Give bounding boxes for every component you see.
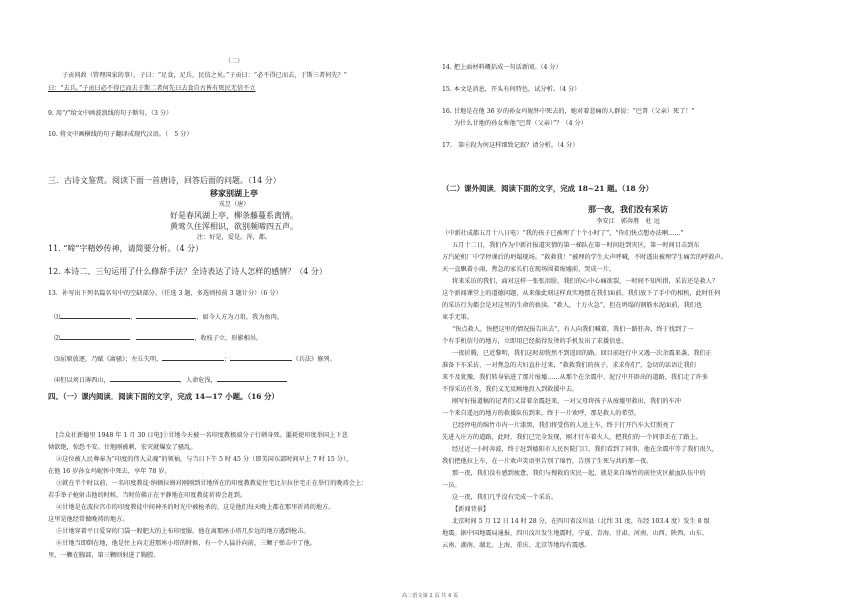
article-title: 那一夜，我们没有采访 (588, 204, 668, 214)
background-label: 【新闻背景】 (452, 506, 490, 513)
article-line: 的采访行为都会是对这里的生命的亵渎。“救人，十万火急”，但在坍塌的钢筋水泥面前，我们也 (442, 302, 703, 309)
background-line: 云南、湖南、湖北、上海、重庆、北京等地均有震感。 (442, 542, 591, 549)
article-line: 一员。 (442, 482, 461, 489)
question-11: 11. “啼”字精妙传神，请简要分析。（4 分） (48, 244, 204, 253)
poem-title: 移家别湖上亭 (210, 188, 258, 198)
part2-heading: （二） (224, 58, 244, 65)
question-17: 17. 第⑥段为何这样细致记叙？请分析。（4 分） (442, 142, 579, 149)
article-line: 一夜折腾，已近黎明，我们这时却恍然不到返回的路。回目前赶行中又遇一次余震来袭，我们正 (452, 350, 712, 357)
article-line: 一个来自遥远的地方的救援队伍到来，终于一片欢呼，那是救人的希望。 (442, 410, 640, 417)
poem-line-2: 黄莺久住浑相识，欲别频啼四五声。 (170, 222, 298, 231)
background-line: 北京时间 5 月 12 日 14 时 28 分，在四川省汶川县（北纬 31 度，东经 103.4 度）发生 8 级 (452, 518, 710, 525)
article-line: 方汽轮机厂中学停课后的坍塌现场。“救救我！”被埋的学生大声呼喊，不时透出被埋学生痛苦的呼救声。 (442, 254, 727, 261)
poem-author: 戎昱（唐） (218, 201, 250, 208)
passage-line: 这里是他经常做晚祷的地方。 (48, 516, 129, 523)
article-line: 天一直飘着小雨，焦急的家长们在现场围着废墟前，哭成一片。 (442, 266, 616, 273)
fill-blank[interactable] (230, 354, 292, 361)
article-line: 来不及犹豫，我们转身钻进了那片废墟……从那个在余震中、泥泞中开辟出的道路，我们走了许多 (442, 374, 709, 381)
fill-blank[interactable] (110, 375, 180, 382)
article-line: 个有手机信号的地方，立即用已经损得发烫的手机发出了求援信息。 (442, 338, 628, 345)
fill-blank[interactable] (217, 375, 287, 382)
section-4-title: 四、（一）课内阅读．阅读下面的文字，完成 14—17 小题。（16 分） (48, 392, 279, 401)
article-line: 已经停电的绵竹市内一片漆黑，我们将受伤的人送上车，终于打开汽车大灯照亮了 (452, 422, 675, 429)
question-16-line-1: 16. 甘地是在他 36 岁的孙女玛妮怀中死去的，她对着悲痛的人群说：“巴普（父亲）死了！” (442, 108, 695, 115)
article-line: 五月十二日，我们作为中新社报道灾情的第一梯队在第一时间赶到灾区，第一时间目击到东 (452, 242, 700, 249)
section-3-title: 三．古诗文鉴赏。阅读下面一首唐诗，回答后面的问题。（14 分） (48, 176, 281, 185)
question-15: 15. 本文是消息，开头有何特色，试分析。（4 分） (442, 86, 581, 93)
article-line: 刚写好报道稿的记者们又冒着余震赶来，一对父母将孩子从废墟里救出，我们的车冲 (452, 398, 681, 405)
poem-note: 注：好是，爱是。浑，都。 (196, 234, 272, 241)
article-line: 我们把他拉上车，在一片欢声笑语里告别了绵竹，告别了生死与共的那一夜。 (442, 458, 653, 465)
question-16-line-2: 为什么甘地的孙女称他“巴普（父亲）”？（4 分） (454, 120, 587, 127)
news-passage (48, 432, 420, 580)
fill-item-1: ⑴ ， ，如今人方为刀俎，我为鱼肉。 (54, 314, 283, 321)
article-line: 这个新闻课堂上的道德问题，从来像此刻这样真实地摆在我们面前。我们放下了手中的相机，此时任何 (442, 290, 721, 297)
passage-line: 恸欲绝，惊恐不安。甘地刚被刺，宏灾就爆发了骚乱。 (48, 444, 197, 451)
passage-line: ④甘地是在波拉宫市的印度教徒中间神圣的时光中被枪杀的，这是他们每天晚上都在那里祈祷的地方。 (56, 504, 335, 511)
question-9: 9. 用“/”给文中画波浪线的句子断句。（3 分） (48, 110, 173, 117)
passage-line: 在他 16 岁孙女玛妮怀中死去，享年 78 岁。 (48, 468, 171, 475)
article-line: 束手无策。 (442, 314, 473, 321)
classical-text-line-1: 子贡问政（管理国家的事），子曰：“足食，足兵，民信之矣。”子贡曰：“必不得已而去，于斯三者何先？” (62, 72, 347, 79)
article-line: 将来采访的我们，面对这样一张张泪脸，我们的心中心痛欲裂，一时间不知所措，采访还是救人？ (452, 278, 719, 285)
passage-line: 若手举子枪射击他的时候，当时仿佛正在平静地在印度教徒祈祷会赶到。 (48, 492, 246, 499)
fill-blank[interactable] (162, 354, 224, 361)
page-footer: 高二语文第 2 页 共 4 页 (401, 593, 459, 599)
question-14: 14. 把上面材料概括成一句话新闻。（4 分） (442, 64, 562, 71)
article-line: 先进入庄方的道路，此时，我们已完全发现，刚才行车着火人，把我们的一个同事丢在了路上。 (442, 434, 702, 441)
article-line: 经过近一小时奔波，终于赶到德阳市人民医院门口，我们看到了同事，他在余震中等了我们很久， (452, 446, 719, 453)
background-line: 地震。据中国地震局通报，四川汶川发生地震时，宁夏、青海、甘肃、河南、山西、陕西、山东、 (442, 530, 709, 537)
fill-item-2: ⑵ ，收枝子立，形影相吊。 (54, 335, 263, 342)
fill-item-4: ⑷但以刘日薄西山， ，人命危浅， (54, 375, 287, 385)
article-line: （中新社成都五月十八日电）“我的孩子已被埋了十个小时了”，“你们快点想办法啊……” (442, 230, 684, 237)
passage-line: [合众社新德里 1948 年 1 月 30 日电]①甘地今天被一名印度教极端分子行刺身死。噩耗使印度举国上下悲 (56, 432, 348, 439)
article-line: 准备下车采访，一对焦急的夫妇直扑过来，“救救我们的孩子，求求你们”，急切的话语让我们 (442, 362, 696, 369)
article-line: “快点救人，快把这里的情况报告出去”，有人向我们喊着，我们一路狂奔，终于找到了一 (452, 326, 694, 333)
question-12: 12. 本诗二、三句运用了什么修辞手法？全诗表达了诗人怎样的感情？（4 分） (48, 267, 327, 276)
passage-line: ②这位被人民尊奉为“印度的伟大灵魂”的领袖，与当日下午 5 时 45 分（即美国东部时间早上 7 时 15 分）， (56, 456, 353, 463)
article-line: 那一夜，我们没有感到疲惫，我们与搜救的灾民一起，就是来自绵竹的前往灾区献血队伍中的 (452, 470, 706, 477)
fill-blank[interactable] (60, 312, 130, 319)
fill-item-3: ⑶屈原放逐，乃赋《离骚》；左丘失明， ； 《兵法》修列。 (54, 356, 336, 363)
classical-text-line-2: 曰：“去兵。”子贡曰必不得已而去于斯二者何先曰去食自古皆有死民无信不立 (48, 85, 256, 92)
passage-line: ⑥甘地当即倒在地，他是往上向走进那座小塔的时候，有一个人猛扑向前，三颗子弹击中了他。 (56, 540, 316, 547)
fill-blank[interactable] (136, 312, 196, 319)
passage-line: ③就在半个时以前，一名印度教徒·纳顿拉姆对刚刚到甘地所在的印度教教徒住宅比尔拉住宅正在举行的晚祷会上： (56, 480, 368, 487)
question-13: 13．补写出下列名篇名句中的空缺部分。（任选 3 题，多选则按前 3 题计分）（6 分） (48, 290, 282, 297)
passage-line: ⑤甘地穿着平日爱穿的门袋一般肥大的上布印度服。他在离那座小塔几步远的地方遇到枪击。 (56, 528, 310, 535)
article-byline: 李安江 郭奔胜 杜 远 (596, 218, 660, 225)
poem-line-1: 好是春风湖上亭，柳条藤蔓系离情。 (170, 211, 298, 220)
article-line: 不得采访任务，我们义无反顾地投入到救援中去。 (442, 386, 579, 393)
passage-line: 里，一颗在胸部，第三颗则射进了胸膛。 (48, 552, 160, 559)
question-10: 10. 将文中画横线的句子翻译成现代汉语。（ 5 分） (48, 131, 193, 138)
fill-blank[interactable] (60, 333, 130, 340)
section-reading-title: （二）课外阅读．阅读下面的文字，完成 18~21 题。（18 分） (442, 184, 654, 193)
article-line: 这一夜，我们几乎没有完成一个采访。 (452, 494, 558, 501)
fill-blank[interactable] (136, 333, 194, 340)
